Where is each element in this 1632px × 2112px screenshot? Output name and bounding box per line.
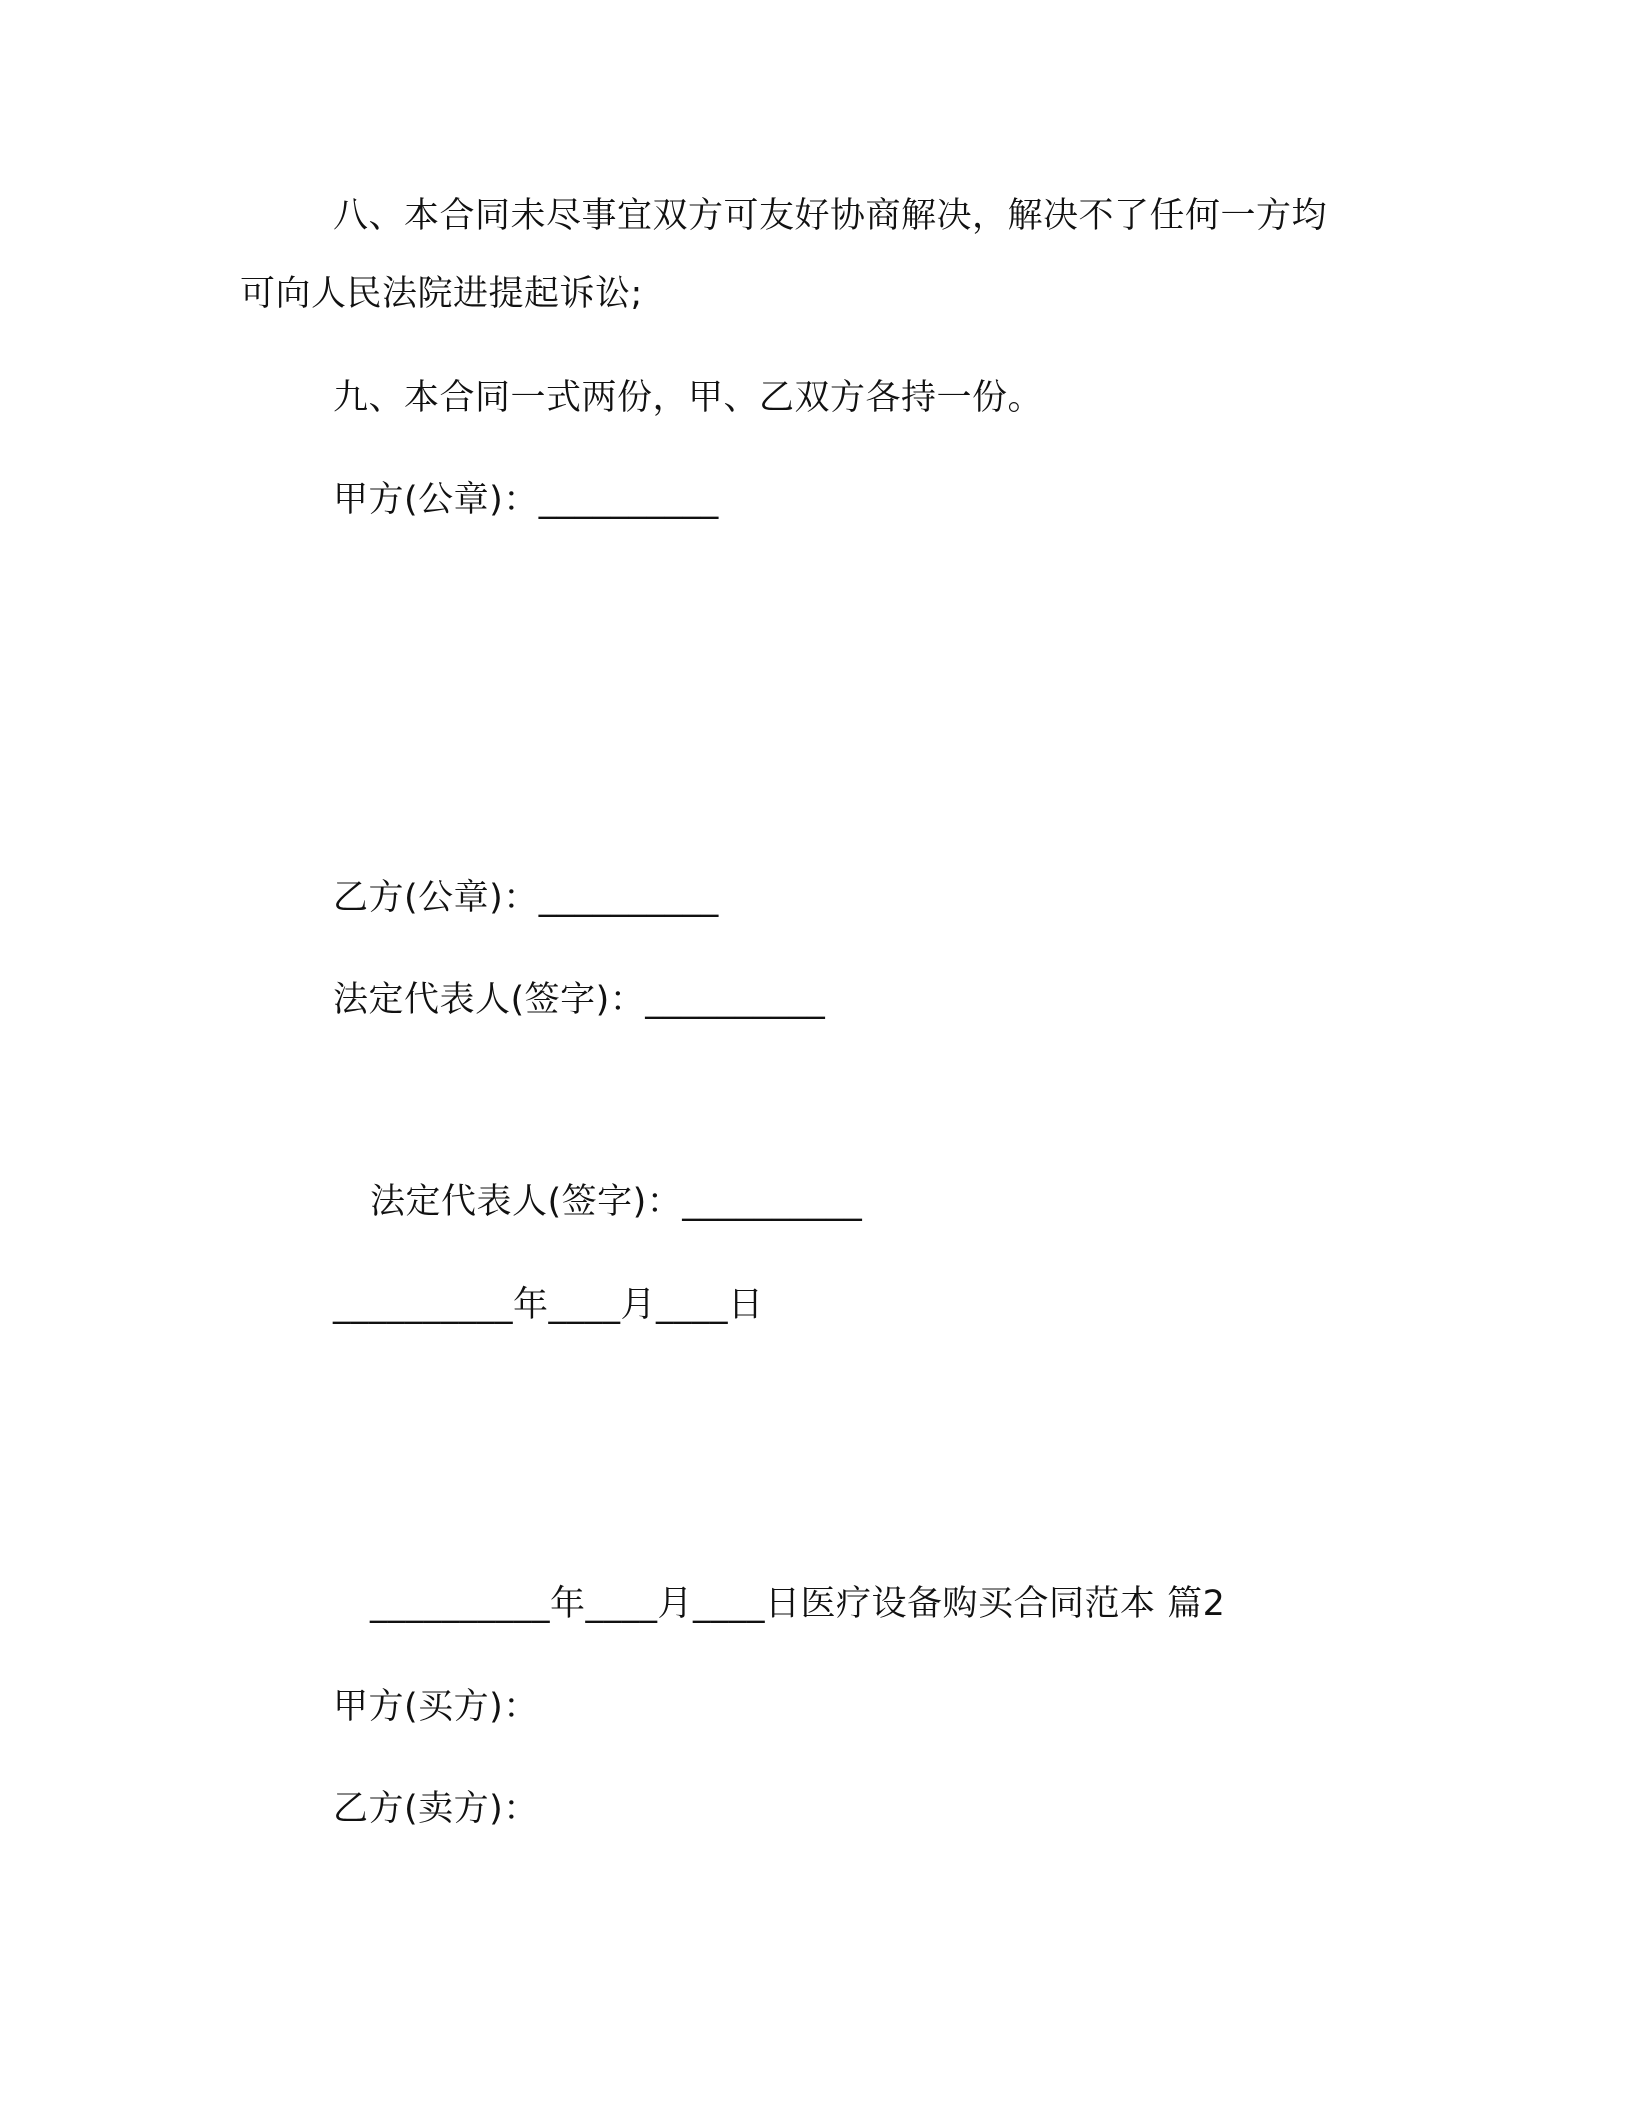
clause-9: 九、本合同一式两份，甲、乙双方各持一份。 <box>333 378 1044 418</box>
buyer-line: 甲方(买方)： <box>333 1687 539 1727</box>
legal-representative-line-1: 法定代表人(签字)：__________ <box>333 980 826 1020</box>
party-a-seal-line: 甲方(公章)：__________ <box>333 480 719 520</box>
date-line: __________年____月____日 <box>333 1285 764 1325</box>
clause-8-line-1: 八、本合同未尽事宜双方可友好协商解决，解决不了任何一方均 <box>333 196 1328 236</box>
seller-line: 乙方(卖方)： <box>333 1789 539 1829</box>
party-b-seal-line: 乙方(公章)：__________ <box>333 878 719 918</box>
clause-8-line-2: 可向人民法院进提起诉讼; <box>240 274 643 314</box>
legal-representative-line-2: 法定代表人(签字)：__________ <box>370 1182 863 1222</box>
section-2-heading: __________年____月____日医疗设备购买合同范本 篇2 <box>370 1584 1226 1624</box>
